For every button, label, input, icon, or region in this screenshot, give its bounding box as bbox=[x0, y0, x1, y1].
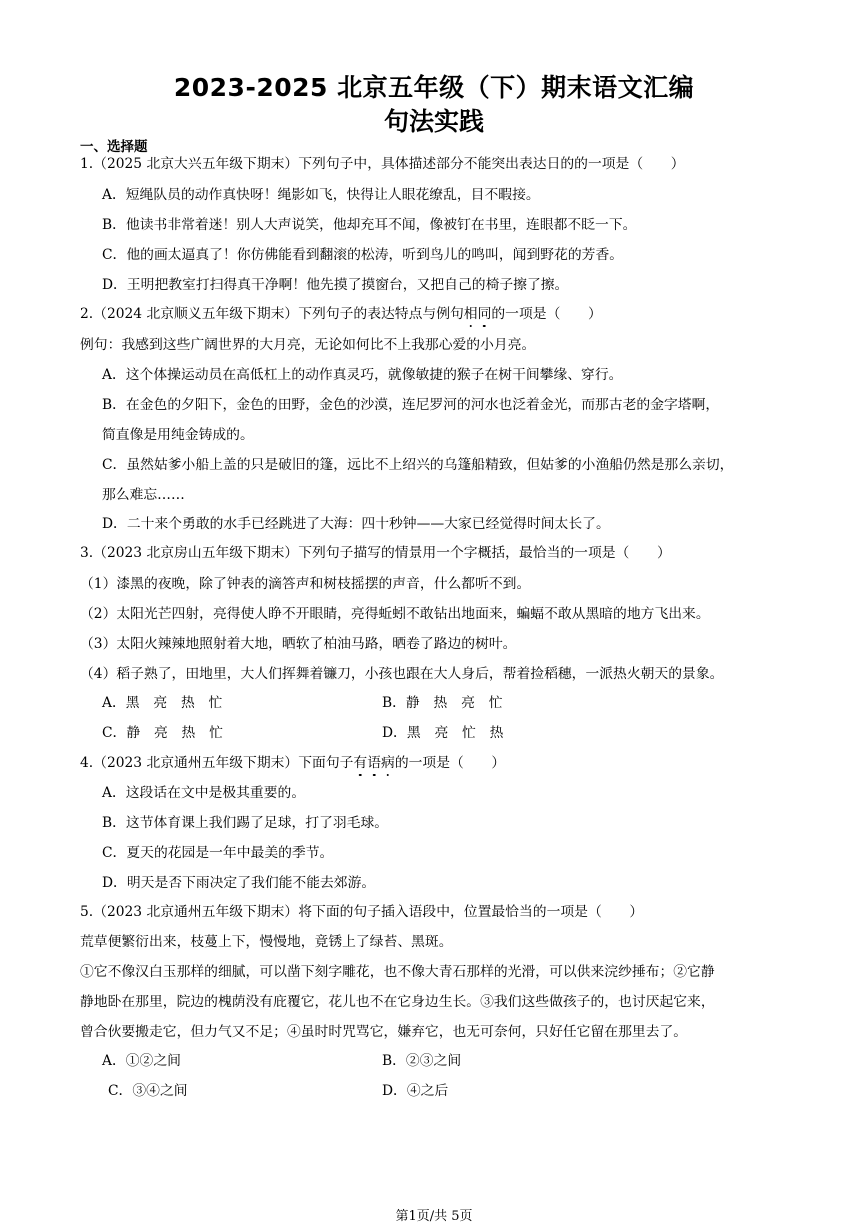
emphasis-char: 病 bbox=[381, 755, 395, 771]
question-2-option-b: B．在金色的夕阳下，金色的田野，金色的沙漠，连尼罗河的河水也泛着金光，而那古老的金字塔啊， bbox=[102, 397, 720, 413]
question-4-option-d: D．明天是否下雨决定了我们能不能去郊游。 bbox=[102, 875, 376, 891]
question-3-sentence-4: （4）稻子熟了，田地里，大人们挥舞着镰刀，小孩也跟在大人身后，帮着捡稻穗，一派热火朝天的景象。 bbox=[80, 666, 724, 682]
question-5-passage-line-2: 静地卧在那里，院边的槐荫没有庇覆它，花儿也不在它身边生长。③我们这些做孩子的，也讨厌起它来， bbox=[80, 994, 715, 1010]
emphasis-char: 相 bbox=[463, 306, 478, 322]
page-number: 第1页/共 5页 bbox=[395, 1209, 473, 1224]
question-4-stem bbox=[80, 754, 505, 772]
stem-text: 的一项是（ ） bbox=[394, 755, 506, 771]
question-3-sentence-3: （3）太阳火辣辣地照射着大地，晒软了柏油马路，晒卷了路边的树叶。 bbox=[80, 636, 517, 652]
document-title: 2023-2025 北京五年级（下）期末语文汇编 bbox=[173, 73, 695, 102]
stem-text: 2.（2024 北京顺义五年级下期末）下列句子的表达特点与例句 bbox=[80, 306, 464, 322]
emphasis-char: 同 bbox=[477, 306, 492, 322]
question-3-option-a: A．黑 亮 热 忙 bbox=[102, 695, 223, 711]
question-1-option-d: D．王明把教室打扫得真干净啊！他先摸了摸窗台，又把自己的椅子擦了擦。 bbox=[102, 277, 569, 293]
question-5-insert-sentence: 荒草便繁衍出来，枝蔓上下，慢慢地，竟锈上了绿苔、黑斑。 bbox=[80, 934, 453, 950]
question-2-option-d: D．二十来个勇敢的水手已经跳进了大海：四十秒钟——大家已经觉得时间太长了。 bbox=[102, 516, 610, 532]
question-2-stem bbox=[80, 305, 602, 323]
question-3-option-d: D．黑 亮 忙 热 bbox=[382, 725, 504, 741]
question-5-option-a: A．①②之间 bbox=[102, 1053, 181, 1069]
document-subtitle: 句法实践 bbox=[383, 107, 484, 136]
question-1-stem: 1.（2025 北京大兴五年级下期末）下列句子中，具体描述部分不能突出表达日的的一项是（ ） bbox=[80, 156, 685, 172]
question-1-option-c: C．他的画太逼真了！你仿佛能看到翻滚的松涛，听到鸟儿的鸣叫，闻到野花的芳香。 bbox=[102, 247, 624, 263]
emphasis-char: 有 bbox=[353, 755, 368, 771]
question-5-stem: 5.（2023 北京通州五年级下期末）将下面的句子插入语段中，位置最恰当的一项是（ ） bbox=[80, 904, 644, 920]
question-3-sentence-2: （2）太阳光芒四射，亮得使人睁不开眼睛，亮得蚯蚓不敢钻出地面来，蝙蝠不敢从黑暗的地方飞出来。 bbox=[80, 606, 710, 622]
question-3-option-b: B．静 热 亮 忙 bbox=[382, 695, 503, 711]
question-4-option-c: C．夏天的花园是一年中最美的季节。 bbox=[102, 845, 334, 861]
emphasis-char: 语 bbox=[367, 755, 382, 771]
question-3-sentence-1: （1）漆黑的夜晚，除了钟表的滴答声和树枝摇摆的声音，什么都听不到。 bbox=[80, 576, 531, 592]
question-1-option-b: B．他读书非常着迷！别人大声说笑，他却充耳不闻，像被钉在书里，连眼都不眨一下。 bbox=[102, 217, 637, 233]
question-4-option-b: B．这节体育课上我们踢了足球，打了羽毛球。 bbox=[102, 815, 389, 831]
question-3-stem: 3.（2023 北京房山五年级下期末）下列句子描写的情景用一个字概括，最恰当的一项是（ ） bbox=[80, 545, 671, 561]
question-5-option-b: B．②③之间 bbox=[382, 1053, 462, 1069]
question-5-option-c: C．③④之间 bbox=[108, 1083, 188, 1099]
stem-text: 的一项是（ ） bbox=[491, 306, 602, 322]
question-2-option-a: A．这个体操运动员在高低杠上的动作真灵巧，就像敏捷的猴子在树干间攀缘、穿行。 bbox=[102, 367, 623, 383]
stem-text: 4.（2023 北京通州五年级下期末）下面句子 bbox=[80, 755, 354, 771]
question-1-option-a: A．短绳队员的动作真快呀！绳影如飞，快得让人眼花缭乱，目不暇接。 bbox=[102, 187, 540, 203]
question-4-option-a: A．这段话在文中是极其重要的。 bbox=[102, 785, 306, 801]
question-5-passage-line-1: ①它不像汉白玉那样的细腻，可以凿下刻字雕花，也不像大青石那样的光滑，可以供来浣纱捶布；②它静 bbox=[80, 964, 715, 980]
section-heading: 一、选择题 bbox=[80, 139, 148, 155]
question-2-option-c: C．虽然姑爹小船上盖的只是破旧的篷，远比不上绍兴的乌篷船精致，但姑爹的小渔船仍然是那么亲切， bbox=[102, 457, 734, 473]
question-2-option-c-cont: 那么难忘…… bbox=[102, 487, 185, 503]
question-2-example: 例句：我感到这些广阔世界的大月亮，无论如何比不上我那心爱的小月亮。 bbox=[80, 337, 536, 353]
question-5-option-d: D．④之后 bbox=[382, 1083, 449, 1099]
question-3-option-c: C．静 亮 热 忙 bbox=[102, 725, 223, 741]
question-5-passage-line-3: 曾合伙要搬走它，但力气又不足；④虽时时咒骂它，嫌弃它，也无可奈何，只好任它留在那里去了。 bbox=[80, 1024, 688, 1040]
question-2-option-b-cont: 简直像是用纯金铸成的。 bbox=[102, 427, 254, 443]
